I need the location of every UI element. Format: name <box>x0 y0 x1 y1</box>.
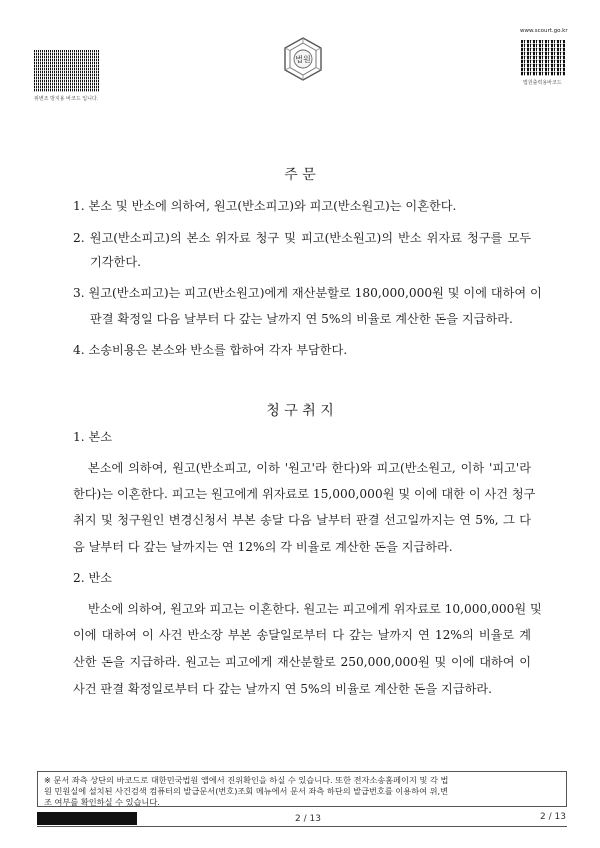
claims-line: 본소에 의하여, 원고(반소피고, 이하 '원고'라 한다)와 피고(반소원고, 이하 '피고'라 <box>88 461 531 475</box>
claims-line: 산한 돈을 지급하라. 원고는 피고에게 재산분할로 250,000,000원 및 이에 대하여 이 <box>73 655 531 669</box>
notice-line: ※ 문서 좌측 상단의 바코드로 대한민국법원 앱에서 진위확인을 하실 수 있습니다. 또한 전자소송홈페이지 및 각 법 <box>44 775 449 785</box>
judgment-item-4: 4. 소송비용은 본소와 반소를 합하여 각자 부담한다. <box>73 343 348 357</box>
claims-line: 사건 판결 확정일로부터 다 갚는 날까지 연 5%의 비율로 계산한 돈을 지급하라. <box>73 682 493 696</box>
footer-divider <box>37 826 567 827</box>
verification-barcode <box>34 50 100 92</box>
page-number: 2 / 13 <box>295 814 321 824</box>
judgment-item-3-cont: 판결 확정일 다음 날부터 다 갚는 날까지 연 5%의 비율로 계산한 돈을 지급하라. <box>90 312 513 326</box>
judgment-item-2-cont: 기각한다. <box>90 255 141 269</box>
notice-line: 원 민원실에 설치된 사건검색 컴퓨터의 발급문서(번호)조회 메뉴에서 문서 좌측 하단의 발급번호를 이용하여 위,변 <box>44 786 449 796</box>
claims-line: 한다)는 이혼한다. 피고는 원고에게 위자료로 15,000,000원 및 이에 대한 이 사건 청구 <box>73 487 536 501</box>
emblem-label: 법원 <box>295 55 311 64</box>
claims-section-heading: 2. 반소 <box>73 571 113 585</box>
judgment-title: 주 문 <box>284 167 316 183</box>
qr-caption: 법원출력용바코드 <box>523 80 562 86</box>
redacted-issue-number <box>37 812 137 825</box>
page-number-right: 2 / 13 <box>540 812 566 822</box>
issue-qr-code <box>521 40 565 76</box>
claims-line: 이에 대하여 이 사건 반소장 부본 송달일로부터 다 갚는 날까지 연 12%의 비율로 계 <box>73 628 531 642</box>
judgment-item-3: 3. 원고(반소피고)는 피고(반소원고)에게 재산분할로 180,000,000원 및 이에 대하여 이 <box>73 286 542 300</box>
judgment-item-1: 1. 본소 및 반소에 의하여, 원고(반소피고)와 피고(반소원고)는 이혼한다. <box>73 199 457 213</box>
claims-line: 반소에 의하여, 원고와 피고는 이혼한다. 원고는 피고에게 위자료로 10,000,000원 및 <box>88 602 542 616</box>
judgment-item-2: 2. 원고(반소피고)의 본소 위자료 청구 및 피고(반소원고)의 반소 위자료 청구를 모두 <box>73 231 531 245</box>
barcode-caption: 위변조 방지용 바코드 입니다. <box>34 96 99 102</box>
claims-line: 음 날부터 다 갚는 날까지는 연 12%의 각 비율로 계산한 돈을 지급하라. <box>73 540 453 554</box>
claims-line: 취지 및 청구원인 변경신청서 부본 송달 다음 날부터 판결 선고일까지는 연 5%, 그 다 <box>73 513 531 527</box>
claims-title: 청 구 취 지 <box>266 403 334 419</box>
notice-line: 조 여부를 확인하실 수 있습니다. <box>44 797 160 807</box>
claims-section-heading: 1. 본소 <box>73 430 113 444</box>
authenticity-notice <box>37 771 567 807</box>
court-site-url: www.scourt.go.kr <box>520 28 568 34</box>
court-emblem-icon <box>280 36 326 82</box>
